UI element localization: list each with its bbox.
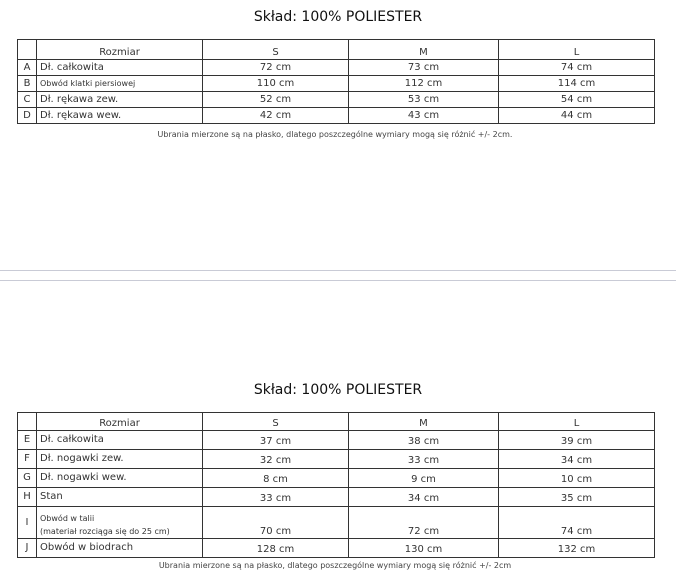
table-row xyxy=(18,450,655,469)
header-m: M xyxy=(349,40,499,60)
row-index: I xyxy=(18,507,37,539)
header-s: S xyxy=(203,413,349,431)
value-m: 9 cm xyxy=(349,469,499,488)
header-l: L xyxy=(499,40,655,60)
value-s: 37 cm xyxy=(203,431,349,450)
value-m: 130 cm xyxy=(349,539,499,558)
value-m: 38 cm xyxy=(349,431,499,450)
value-l: 74 cm xyxy=(499,60,655,76)
row-label-line-2: (materiał rozciąga się do 25 cm) xyxy=(40,527,170,536)
header-m: M xyxy=(349,413,499,431)
row-index: B xyxy=(18,76,37,92)
table-row xyxy=(18,60,655,76)
row-label: Stan xyxy=(37,488,203,507)
value-m: 72 cm xyxy=(349,507,499,539)
size-table-top xyxy=(17,39,655,124)
row-index: J xyxy=(18,539,37,558)
divider xyxy=(0,280,676,281)
value-l: 39 cm xyxy=(499,431,655,450)
value-s: 33 cm xyxy=(203,488,349,507)
table-row xyxy=(18,92,655,108)
table-row xyxy=(18,108,655,124)
table-row xyxy=(18,76,655,92)
value-l: 10 cm xyxy=(499,469,655,488)
row-label-line-1: Obwód w talii xyxy=(40,514,95,523)
measurement-note: Ubrania mierzone są na płasko, dlatego poszczególne wymiary mogą się różnić +/- 2cm. xyxy=(157,130,513,139)
value-l: 35 cm xyxy=(499,488,655,507)
section-1-title: Skład: 100% POLIESTER xyxy=(253,9,423,25)
header-size: Rozmiar xyxy=(37,40,203,60)
table-row xyxy=(18,469,655,488)
value-l: 114 cm xyxy=(499,76,655,92)
size-table-bottom xyxy=(17,412,655,558)
value-s: 8 cm xyxy=(203,469,349,488)
row-label: Dł. rękawa wew. xyxy=(37,108,203,124)
row-label: Dł. nogawki zew. xyxy=(37,450,203,469)
header-row xyxy=(18,40,655,60)
value-m: 34 cm xyxy=(349,488,499,507)
value-s: 110 cm xyxy=(203,76,349,92)
value-m: 53 cm xyxy=(349,92,499,108)
table-row xyxy=(18,488,655,507)
header-row xyxy=(18,413,655,431)
row-label: Obwód w biodrach xyxy=(37,539,203,558)
value-s: 72 cm xyxy=(203,60,349,76)
table-row xyxy=(18,539,655,558)
row-label xyxy=(37,507,203,539)
row-index: F xyxy=(18,450,37,469)
value-l: 54 cm xyxy=(499,92,655,108)
row-index: A xyxy=(18,60,37,76)
value-s: 42 cm xyxy=(203,108,349,124)
measurement-note: Ubrania mierzone są na płasko, dlatego poszczególne wymiary mogą się różnić +/- 2cm xyxy=(158,561,512,570)
row-index: H xyxy=(18,488,37,507)
row-index: G xyxy=(18,469,37,488)
row-label: Obwód klatki piersiowej xyxy=(37,76,203,92)
value-m: 43 cm xyxy=(349,108,499,124)
divider xyxy=(0,270,676,271)
row-index: D xyxy=(18,108,37,124)
row-label: Dł. całkowita xyxy=(37,60,203,76)
row-index: C xyxy=(18,92,37,108)
header-corner xyxy=(18,40,37,60)
row-label: Dł. całkowita xyxy=(37,431,203,450)
row-label: Dł. nogawki wew. xyxy=(37,469,203,488)
table-row xyxy=(18,507,655,539)
header-corner xyxy=(18,413,37,431)
value-m: 112 cm xyxy=(349,76,499,92)
header-size: Rozmiar xyxy=(37,413,203,431)
value-l: 74 cm xyxy=(499,507,655,539)
value-s: 70 cm xyxy=(203,507,349,539)
value-l: 132 cm xyxy=(499,539,655,558)
value-m: 33 cm xyxy=(349,450,499,469)
value-m: 73 cm xyxy=(349,60,499,76)
value-l: 34 cm xyxy=(499,450,655,469)
value-s: 52 cm xyxy=(203,92,349,108)
header-l: L xyxy=(499,413,655,431)
value-l: 44 cm xyxy=(499,108,655,124)
value-s: 128 cm xyxy=(203,539,349,558)
row-index: E xyxy=(18,431,37,450)
value-s: 32 cm xyxy=(203,450,349,469)
header-s: S xyxy=(203,40,349,60)
section-2-title: Skład: 100% POLIESTER xyxy=(253,382,423,398)
row-label: Dł. rękawa zew. xyxy=(37,92,203,108)
table-row xyxy=(18,431,655,450)
